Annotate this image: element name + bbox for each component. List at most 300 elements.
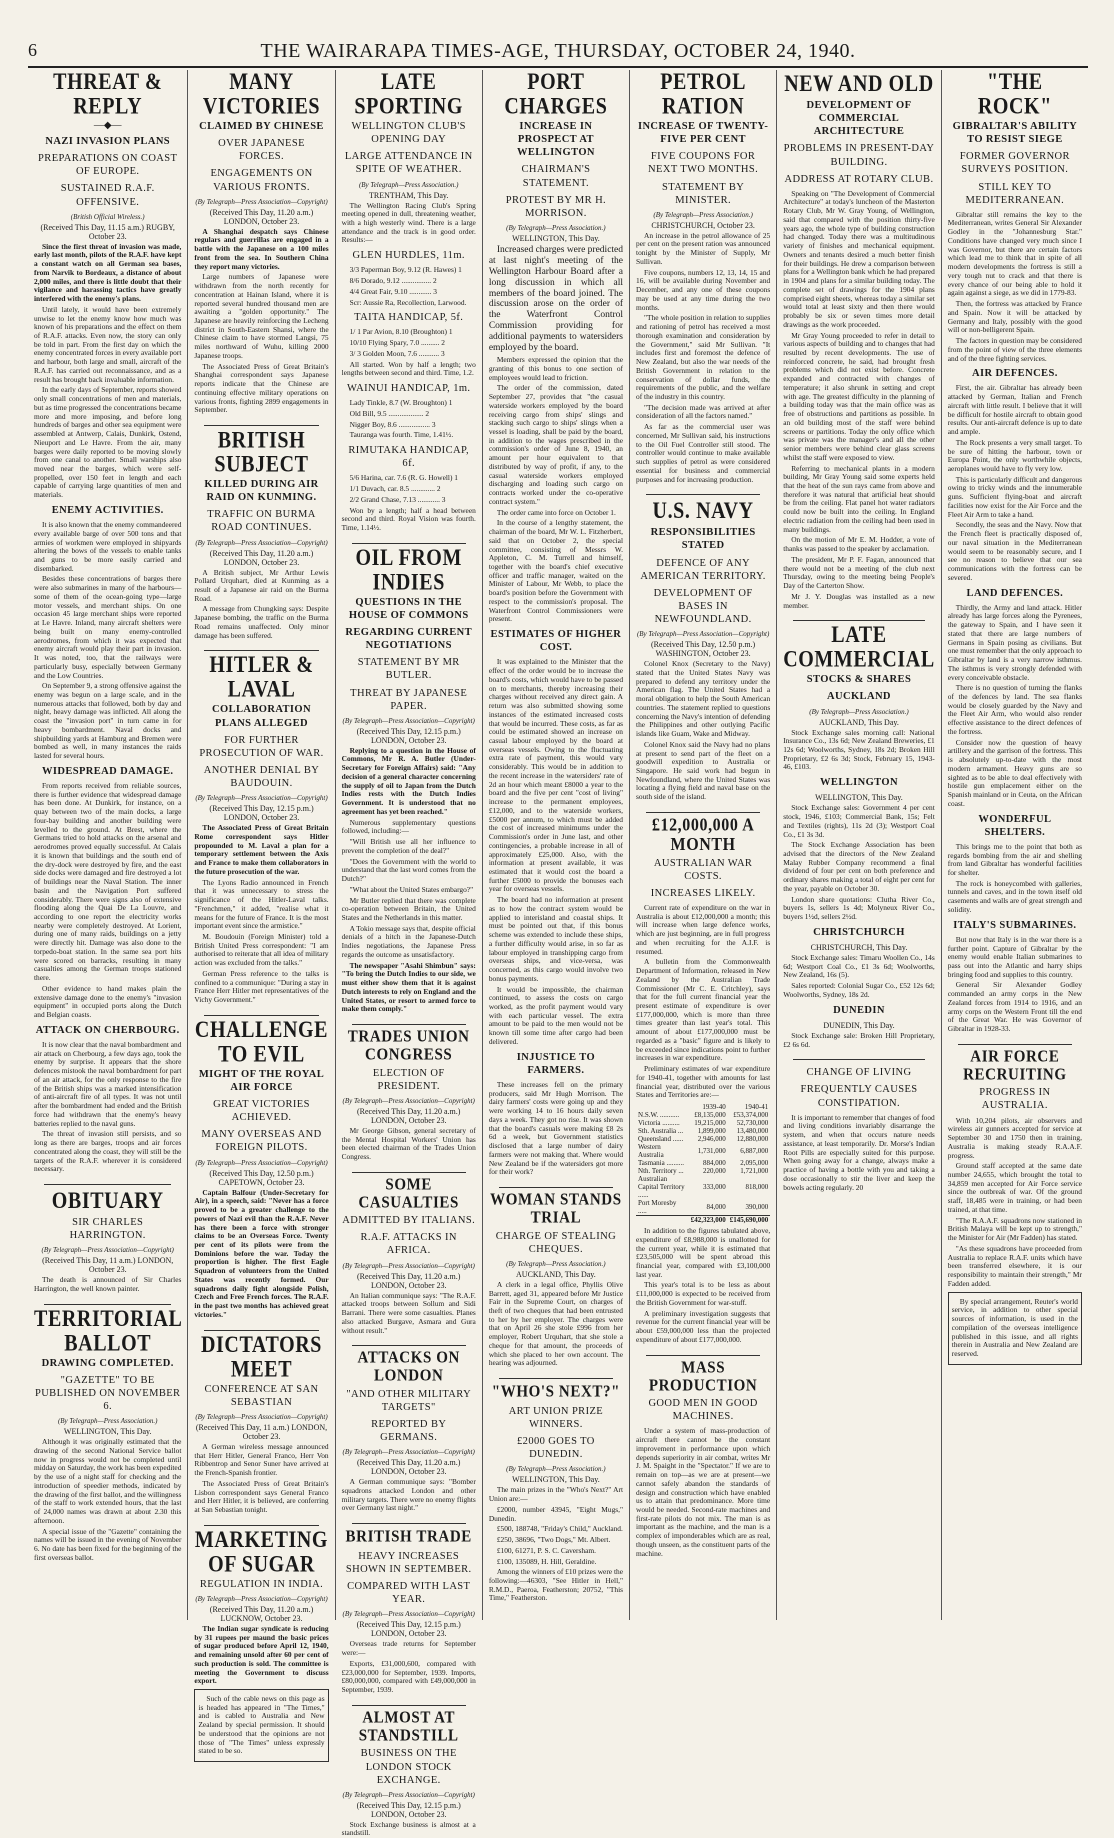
paragraph: There is no question of turning the flanks of the defences by land. The sea flanks would be closely guarded by the Navy and the Fleet Air Arm, who would also render effective assistance to the direct defences of the fortress. bbox=[947, 683, 1082, 736]
paragraph: A message from Chungking says: Despite Japanese bombing, the traffic on the Burma Road remains unaffected. Only minor damage has been suffered. bbox=[194, 604, 329, 640]
subheading: GIBRALTAR'S ABILITY TO RESIST SIEGE bbox=[952, 121, 1078, 146]
subheading: FIVE COUPONS FOR NEXT TWO MONTHS. bbox=[648, 151, 759, 176]
article-territorial-ballot bbox=[34, 1306, 183, 1563]
paragraph: Replying to a question in the House of Commons, Mr R. A. Butler (Under-Secretary for Foreign Affairs) said: "Any decision of a general character concerning the supply of oil to Japan from the Dutch Indies rests with the Dutch Indies Government. It is understood that no agreement has yet been reached." bbox=[341, 745, 476, 816]
paragraph: Among the winners of £10 prizes were the following:—46303, "See Hitler in Hell," R.M.D., Paeroa, Featherston; 20752, "This Time," Featherston. bbox=[488, 1567, 624, 1603]
credit-line: (By Telegraph—Press Association—Copyright) bbox=[636, 630, 770, 639]
race-note: Won by a length; half a head between second and third. Royal Vision was fourth. Time, 1.14½. bbox=[341, 505, 476, 533]
subheading: QUESTIONS IN THE HOUSE OF COMMONS bbox=[348, 596, 469, 621]
race-result: 4/4 Great Fair, 9.10 ............ 3 bbox=[349, 286, 437, 296]
table-row bbox=[636, 1127, 770, 1135]
table-row bbox=[636, 1119, 770, 1127]
paragraph: Increased charges were predicted at last night's meeting of the Wellington Harbour Board after a long discussion in which all members of the board joined. The discussion arose on the order of the Waterfront Control Commission providing for additional payments to watersiders employed by the board. bbox=[488, 244, 624, 354]
paragraph: It was explained to the Minister that the effect of the order would be to increase the board's costs, which would have to be passed on to merchants, thereby increasing their charges without received any direct gain. A return was also submitted showing some instances of the estimated increased costs that would be incurred. These costs, as far as could be estimated showed an increase on casual labour employed by the board at overseas vessels. Owing to the fluctuating extra rate of payment, this would vary considerably. This would be in addition to the recent increase in the watersiders' rate of 2d an hour which meant £8000 a year to the board and the five per cent "cost of living" increase to the permanent employees, £12,000, and to the waterside workers, £5000 per annum, to which must be added the cost of increased minimums under the Commission's order in June last, and other contingencies, a probable increase in all of approximately £25,000. Also, with the information at present available, it was estimated that it would cost the board a further £5000 to provide the bonuses each year for overseas vessels. bbox=[488, 657, 624, 894]
total-1940: £145,690,000 bbox=[729, 1216, 769, 1225]
paragraph: The factors in question may be considered from the point of view of the three elements and of the three fighting services. bbox=[947, 336, 1082, 363]
paragraph: £2000, number 43945, "Eight Mugs," Dunedin. bbox=[488, 1504, 624, 1523]
subheading: TRAFFIC ON BURMA ROAD CONTINUES. bbox=[207, 509, 316, 534]
article-threat-reply: THREAT & REPLY —◆— NAZI INVASION PLANS PREPARATIONS ON COAST OF EUROPE. SUSTAINED R.A.F. OFFENSIVE. (British Official Wireless.) (Received This Day, 11.15 a.m.) RUGBY, October 23. Since the first threat of invasion was made, early last month, pilots of the R.A.F. have kept a constant watch on all German sea bases, from Narvik to Bordeaux, a distance of about 2,000 miles, and there is little doubt that their vigilance and harassing tactics have greatly interfered with the enemy's plans. Until lately, it would have been extremely unwise to let the enemy know how much was known of his preparations and the effect on them of R.A.F. attacks. Even now, the story can only be told in part. From the first day on which the enemy concentrated forces in every available port and harbour, both large and small, aircraft of the R.A.F. has carried out reconnaissance, and as a result has brought back invaluable information. In the early days of September, reports showed only small concentrations of men and materials, but as time progressed the concentrations became more and more imposing, and before long hundreds of barges and other sea equipment were assembled at Antwerp, Calais, Dunkirk, Ostend, Nieuport and Le Havre. From the air, many barges were daily reported to be moving slowly from one canal to another. Small warships also moved near the barges, which were self-propelled, over 150 feet in length and each capable of carrying large quantities of men and materials. ENEMY ACTIVITIES. It is also known that the enemy commandeered every available barge of over 500 tons and that armies of workmen were employed in shipyards altering the bows of the vessels to enable tanks and guns to be more easily carried and disembarked. Besides these concentrations of barges there were also submarines in many of the harbours—some of them of the ocean-going type—large motor vessels, and merchant ships. On one occasion 45 large merchant ships were reported at Le Havre. Inland, many aircraft shelters were being built on many enemy-controlled aerodromes, from which it was expected that enemy aircraft would play their part in invasion. It was noted, too, that the railways were particularly busy, especially between Germany and the Low Countries. On September 9, a strong offensive against the enemy was begun on a large scale, and in the numerous attacks that followed, both by day and night, heavy damage was inflicted. All along the coast the "invasion port" in turn came in for heavy bombardment. Naval docks and shipbuilding yards at Hamburg and Bremen were bombed as well, in many instances the raids lasted for several hours. WIDESPREAD DAMAGE. From reports received from reliable sources, there is further evidence that widespread damage has been done. At Dunkirk, for instance, on a quay between two of the main docks, a large four-bay building and another building were levelled to the ground. At Brest, where the Germans tried to hold attacks on the arsenal and aerodromes proved equally successful. At Calais it is known that buildings and the south end of the dry-dock were destroyed by fire, and the east side docks were damaged and fire destroyed a lot of buildings near the Naval Station. The inner basin and the Navigation Port suffered considerably. There were signs also of extensive flooding along the Quai De La Louvre, and according to one report the electricity works nearby were completely destroyed. At Lorient, during one of many raids, buildings on a jetty were directly hit. Damage was also done to the torpedo-boat station. In the same sea port hits were scored on barracks, resulting in many casualties among the German troops stationed there. Other evidence to hand makes plain the extensive damage done to the enemy's "invasion equipment" in occupied ports along the Dutch and Belgian coasts. ATTACK ON CHERBOURG. It is now clear that the naval bombardment and air attack on Cherbourg, a few days ago, took the enemy by surprise. It appears that the shore defences mistook the naval bombardment for part of an air attack, for the only response to the fire of the British ships was a marked intensification of anti-aircraft fire of all types. It was not until after the bombardment had ended and the British force had withdrawn that the enemy's heavy batteries replied to the naval guns. The threat of invasion still persists, and so long as there are barges, troops and air forces concentrated along the coast, they will still be the targets of the R.A.F. wherever it is considered necessary. bbox=[34, 69, 182, 1174]
table-row bbox=[636, 1199, 770, 1216]
state-name: Western Australia bbox=[638, 1143, 664, 1160]
headline: "THE ROCK" bbox=[977, 69, 1052, 120]
article-change-of-living bbox=[783, 1066, 935, 1192]
value-1939: 84,000 bbox=[706, 1203, 726, 1212]
table-header-row bbox=[636, 1103, 770, 1111]
paragraph: Referring to mechanical plants in a modern building, Mr Gray Young said some experts held that the heat of the sun rays came from above and therefore it was natural that artificial heat should be from the ceiling. Flat panel hot water radiators could now be built into the ceiling. In England electric radiation from the ceiling had been used in many buildings. bbox=[783, 463, 935, 534]
article-late-commercial bbox=[783, 622, 935, 1049]
subheading: ELECTION OF PRESIDENT. bbox=[372, 1067, 445, 1092]
credit-line: (By Telegraph—Press Association—Copyright) bbox=[195, 1158, 328, 1167]
subheading: DRAWING COMPLETED. bbox=[41, 1357, 174, 1369]
divider bbox=[204, 425, 318, 426]
subheading: REPORTED BY GERMANS. bbox=[371, 1419, 447, 1444]
subheading: CHARGE OF STEALING CHEQUES. bbox=[495, 1230, 617, 1255]
paragraph: An increase in the petrol allowance of 25 per cent on the present ration was announced tonight by the Minister of Supply, Mr Sullivan. bbox=[636, 230, 771, 266]
subheading: ADDRESS AT ROTARY CLUB. bbox=[784, 173, 934, 185]
paragraph: In the early days of September, reports showed only small concentrations of men and materials, but as time progressed the concentrations became more and more imposing, and before long hundreds of barges and other sea equipment were assembled at Antwerp, Calais, Dunkirk, Ostend, Nieuport and Le Havre. From the air, many barges were daily reported to be moving slowly from one canal to another. Small warships also moved near the barges, which were self-propelled, over 150 feet in length and each capable of carrying large quantities of men and materials. bbox=[34, 385, 182, 500]
subheading: HEAVY INCREASES SHOWN IN SEPTEMBER. bbox=[345, 1550, 472, 1576]
section-heading: ITALY'S SUBMARINES. bbox=[953, 919, 1077, 931]
paragraph: A clerk in a legal office, Phyllis Olive Barrett, aged 31, appeared before Mr Justice Fair in the Supreme Court, on charges of theft of two cheques that had been entrusted to her by her employer. The charges were that on April 26 she stole £996 from her employer, Robert Urquhart, that she stole a cheque for that amount, the proceeds of which she placed to her own account. The hearing was adjourned. bbox=[488, 1279, 624, 1368]
paragraph: Ground staff accepted at the same date number 24,655, which brought the total to 34,859 men accepted for Air Force service since the outbreak of war. Of the ground staff, 18,485 were in training, or had been trained, at that time. bbox=[947, 1161, 1082, 1214]
paragraph: The rock is honeycombed with galleries, tunnels and caves, and in the town itself old casements and walls are of great strength and solidity. bbox=[947, 878, 1082, 914]
dateline: (Received This Day, 11.15 a.m.) RUGBY, October 23. bbox=[40, 222, 175, 241]
paragraph: A bulletin from the Commonwealth Department of Information, released in New Zealand by the Australian Trade Commissioner (Mr C. E. Critchley), says that for the full current financial year the present estimate of expenditure is over £177,000,000, which is more than three times greater than last year's total. This amount of about £177,000,000 must be regarded as a "basic" figure and is likely to be exceeded since indications point to further increases in war expenditure. bbox=[636, 957, 771, 1063]
dateline: (Received This Day, 12.15 p.m.) LONDON, October 23. bbox=[356, 726, 461, 745]
subheading: PREPARATIONS ON COAST OF EUROPE. bbox=[38, 153, 178, 178]
paragraph: Captain Balfour (Under-Secretary for Air), in a speech, said: "Never has a force proved to be a greater challenge to the powers of Nazi evil than the R.A.F. Never has there been a force with stronger claims to be an Overseas Force. Twenty per cent of its pilots were from the Dominions before the war. Today the proportion is higher. The first Eagle Squadron of volunteers from the United States was recently formed. Our squadrons daily fight alongside Polish, Czech and Free French forces. The R.A.F. in the past two months has achieved great victories." bbox=[194, 1187, 329, 1319]
dateline: DUNEDIN, This Day. bbox=[823, 1020, 895, 1030]
table-row bbox=[636, 1143, 770, 1159]
paragraph: Secondly, the seas and the Navy. Now that the French fleet is practically disposed of, our naval situation in the Mediterranean would seem to be reasonably secure, and I see no reason to believe that our sea communications with the fortress can be severed. bbox=[947, 520, 1082, 582]
copyright-note bbox=[194, 1689, 328, 1762]
headline: MASS PRODUCTION bbox=[648, 1358, 758, 1395]
divider bbox=[793, 620, 925, 621]
race-note: All started. Won by half a length; two lengths between second and third. Time, 1.2. bbox=[341, 359, 476, 378]
dateline: (Received This Day, 12.50 p.m.) CAPETOWN, October 23. bbox=[209, 1168, 314, 1187]
subheading: REGULATION IN INDIA. bbox=[199, 1578, 324, 1590]
divider bbox=[646, 812, 760, 813]
total-1939: £42,323,000 bbox=[690, 1216, 726, 1225]
paragraph: "Will British use all her influence to prevent the completion of the deal?" bbox=[341, 837, 476, 855]
paragraph: Colonel Knox said the Navy had no plans at present to send part of the fleet on a goodwill expedition to Australia or Singapore. He said work had begun in Newfoundland, where the United States was locating a flying field and naval base on the south side of the island. bbox=[636, 739, 771, 802]
state-name: Nth. Territory ... bbox=[638, 1167, 684, 1176]
subheading: ART UNION PRIZE WINNERS. bbox=[508, 1405, 604, 1430]
subheading: INCREASE OF TWENTY-FIVE PER CENT bbox=[637, 121, 769, 146]
divider bbox=[204, 1330, 318, 1331]
paragraph: It is also known that the enemy commandeered every available barge of over 500 tons and that armies of workmen were employed in shipyards altering the bows of the vessels to enable tanks and guns to be more easily carried and disembarked. bbox=[34, 520, 182, 573]
paragraph: Large numbers of Japanese were withdrawn from the north recently for concentration at Hainan Island, where it is reported several hundred thousand men are awaiting a "golden opportunity." The Japanese are heavily reinforcing the Lecheng district in South-Eastern Shansi, where the Chinese claim to have stormed Langsi, 75 miles northward of Wuhu, killing 2000 Japanese troops. bbox=[194, 272, 329, 360]
paragraph: Such of the cable news on this page as is headed has appeared in "The Times," and is cabled to Australia and New Zealand by special permission. It should be understood that the opinions are not those of "The Times" unless expressly stated to be so. bbox=[198, 1694, 325, 1756]
divider bbox=[793, 1059, 925, 1060]
paragraph: The Lyons Radio announced in French that it was unnecessary to stress the significance of the Hitler-Laval talks. "Frenchmen," it added, "realise what it means for the future of France. It is the most important event since the armistice." bbox=[194, 877, 329, 931]
race-note: Scr: Aussie Ra, Recollection, Larwood. bbox=[349, 297, 467, 307]
paragraph: £500, 188748, "Friday's Child," Auckland. bbox=[496, 1524, 623, 1534]
headline: DICTATORS MEET bbox=[201, 1332, 322, 1382]
divider bbox=[499, 1378, 613, 1379]
article-new-and-old bbox=[783, 71, 935, 610]
race-title: TAITA HANDICAP, 5f. bbox=[354, 312, 464, 324]
paragraph: A Shanghai despatch says Chinese regulars and guerrillas are engaged in a battle with the Japanese on a 100 miles front from the sea. In Southern China they report many victories. bbox=[194, 226, 329, 271]
paragraph: But now that Italy is in the war there is a further point. Capture of Gibraltar by the enemy would enable Italian submarines to pass out into the Atlantic and harry ships bringing food and supplies to this country. bbox=[947, 934, 1082, 979]
value-1939: £8,135,000 bbox=[694, 1111, 726, 1120]
subheading: COMPARED WITH LAST YEAR. bbox=[347, 1581, 471, 1606]
divider bbox=[958, 1044, 1072, 1045]
credit-line: (By Telegraph—Press Association.) bbox=[506, 1259, 606, 1268]
paragraph: £250, 38696, "Two Dogs," Mt. Albert. bbox=[496, 1535, 611, 1545]
subheading: SUSTAINED R.A.F. OFFENSIVE. bbox=[60, 183, 155, 208]
subheading: STOCKS & SHARES bbox=[806, 674, 912, 686]
state-name: Victoria .......... bbox=[638, 1119, 680, 1128]
subheading: STILL KEY TO MEDITERRANEAN. bbox=[965, 181, 1065, 206]
article-marketing-of-sugar bbox=[194, 1527, 329, 1762]
paragraph: London share quotations: Clutha River Co., buyers 1s, sellers 1s 4d; Molyneux River Co., buyers 1½d, sellers 2½d. bbox=[783, 894, 935, 922]
article-many-victories bbox=[194, 69, 329, 415]
column-2 bbox=[187, 69, 334, 1756]
article-mass-production bbox=[636, 1358, 771, 1559]
article-air-force-recruiting bbox=[947, 1047, 1082, 1365]
paragraph: The president, Mr P. F. Fagan, announced that there would not be a meeting of the club next Thursday, owing to the meeting being People's Day of the Carterton Show. bbox=[783, 554, 935, 591]
subheading: MIGHT OF THE ROYAL AIR FORCE bbox=[198, 1068, 325, 1093]
headline: PETROL RATION bbox=[660, 69, 747, 120]
paragraph: This year's total is to be less as about £11,000,000 is expected to be received from the British Government for war-stuff. bbox=[636, 1280, 771, 1307]
paragraph: Other evidence to hand makes plain the extensive damage done to the enemy's "invasion equipment" in occupied ports along the Dutch and Belgian coasts. bbox=[34, 983, 182, 1020]
paragraph: The Stock Exchange Association has been advised that the directors of the New Zealand Malay Rubber Company recommend a final dividend of four per cent on both preference and ordinary shares making a total of eight per cent for the year, payable on October 30. bbox=[783, 840, 935, 893]
paragraph: Sales reported: Colonial Sugar Co., £52 12s 6d; Woolworths, Sydney, 18s 2d. bbox=[783, 981, 935, 999]
paragraph: The Indian sugar syndicate is reducing by 31 rupees per maund the basic prices of sugar produced before April 12, 1940, and remaining unsold after 60 per cent of such production is sold. The committee is meeting the Government to discuss export. bbox=[194, 1623, 329, 1686]
paragraph: The threat of invasion still persists, and so long as there are barges, troops and air forces concentrated along the coast, they will still be the targets of the R.A.F. wherever it is considered necessary. bbox=[34, 1129, 182, 1174]
dateline: AUCKLAND, This Day. bbox=[819, 717, 899, 727]
paragraph: Although it was originally estimated that the drawing of the second National Service ballot now in progress would not be completed until midday on Saturday, the work has been expedited by the use of a night staff for checking and the introduction of speedier methods, indicated by the drawing of the first ballot, and the willingness of the staff to work extended hours, that the last of 24,000 names was drawn at about 2.30 this afternoon. bbox=[34, 1437, 182, 1525]
headline: U.S. NAVY bbox=[652, 498, 754, 524]
column-header: 1939-40 bbox=[702, 1103, 726, 1112]
paragraph: "The whole position in relation to supplies and rationing of petrol has received a most thorough examination and consideration by the Government," said Mr Sullivan. "It includes first and foremost the defence of New Zealand, but also the war needs of the British Government in relation to the conservation of dollar funds, the requirements of the public, and the welfare of the industry in this country. bbox=[636, 313, 771, 401]
credit-line: (By Telegraph—Press Association—Copyright) bbox=[195, 794, 328, 803]
paragraph: This brings me to the point that both as regards bombing from the air and shelling from land Gibraltar has wonderful facilities for shelter. bbox=[947, 841, 1082, 877]
section-heading: WIDESPREAD DAMAGE. bbox=[41, 765, 174, 777]
paragraph: It would be impossible, the chairman continued, to assess the costs on cargo worked, as the profit payment would vary with each particular vessel. The extra amount to be paid to the men would not be known till some time after cargo had been delivered. bbox=[488, 984, 624, 1046]
paragraph: A British subject, Mr Arthur Lewis Pollard Urquhart, died at Kunming as a result of a Japanese air raid on the Burma Road. bbox=[194, 567, 329, 603]
value-1940: 6,887,000 bbox=[740, 1147, 769, 1156]
dateline: (Received This Day, 11.20 a.m.) LONDON, October 23. bbox=[209, 207, 314, 226]
masthead bbox=[28, 36, 1088, 68]
paragraph: The death is announced of Sir Charles Harrington, the well known painter. bbox=[34, 1275, 182, 1293]
state-name: Sth. Australia ... bbox=[638, 1127, 684, 1136]
subheading: PROGRESS IN AUSTRALIA. bbox=[979, 1087, 1051, 1112]
subheading: THREAT BY JAPANESE PAPER. bbox=[350, 687, 468, 712]
article-whos-next bbox=[488, 1382, 624, 1603]
divider bbox=[646, 494, 760, 495]
headline: CHALLENGE TO EVIL bbox=[194, 1017, 329, 1068]
credit-line: (By Telegraph—Press Association—Copyright) bbox=[195, 538, 328, 547]
subheading: CLAIMED BY CHINESE bbox=[199, 121, 324, 132]
dateline: WELLINGTON, This Day. bbox=[512, 1475, 600, 1485]
value-1940: 13,480,000 bbox=[736, 1127, 769, 1136]
columns bbox=[28, 69, 1088, 1838]
paragraph: In addition to the figures tabulated above, expenditure of £8,988,000 is unallotted for the current year, while it is estimated that £23,505,000 will be spent abroad this financial year, compared with £3,100,000 last year. bbox=[636, 1226, 771, 1279]
subheading: DEVELOPMENT OF COMMERCIAL ARCHITECTURE bbox=[806, 100, 912, 138]
headline: MARKETING OF SUGAR bbox=[194, 1527, 329, 1577]
race-result: 2/2 Grand Chase, 7.13 ............ 3 bbox=[349, 494, 446, 504]
credit-line: (By Telegraph—Press Association—Copyright) bbox=[342, 1448, 475, 1457]
subheading: CHRISTCHURCH bbox=[813, 926, 905, 938]
page-number: 6 bbox=[28, 40, 38, 60]
value-1939: 220,000 bbox=[702, 1167, 726, 1176]
subheading: PROBLEMS IN PRESENT-DAY BUILDING. bbox=[783, 143, 935, 168]
subheading: GREAT VICTORIES ACHIEVED. bbox=[213, 1099, 310, 1124]
subheading: AUSTRALIAN WAR COSTS. bbox=[653, 857, 753, 882]
paragraph: German Press reference to the talks is confined to a communique: "During a stay in France Herr Hitler met representatives of the Vichy Government." bbox=[194, 968, 329, 1005]
section-heading: AIR DEFENCES. bbox=[972, 368, 1058, 380]
headline: SOME CASUALTIES bbox=[358, 1175, 459, 1212]
paragraph: These increases fell on the primary producers, said Mr Hugh Morrison. The dairy farmers' costs were going up and they were working 14 to 16 hours daily seven days a week. They got no rise. It was shown that the board's casuals were making £8 2s 6d a week, but Government statistics disclosed that a large number of dairy farmers were not making that. Where would New Zealand be if the watersiders got more for their work? bbox=[488, 1079, 624, 1177]
divider bbox=[44, 1184, 171, 1185]
divider bbox=[646, 1355, 760, 1356]
subheading: REGARDING CURRENT NEGOTIATIONS bbox=[345, 627, 473, 652]
headline: AIR FORCE RECRUITING bbox=[963, 1047, 1067, 1084]
value-1939: 19,215,000 bbox=[694, 1119, 726, 1128]
paragraph: General Sir Alexander Godley commanded an army corps in the New Zealand forces from 1914 to 1916, and an army corps on the Western Front till the end of the Great War. He was Governor of Gibraltar in 1928-33. bbox=[947, 980, 1082, 1034]
article-challenge-to-evil bbox=[194, 1017, 329, 1320]
paragraph: Consider now the question of heavy artillery and the garrison of the fortress. This is absolutely up-to-date with the most modern armament. Heavy guns are so sighted as to be able to deal effectively with hostile gun emplacement either on the Spanish mainland or in Ceuta, on the African coast. bbox=[947, 737, 1082, 808]
headline: ATTACKS ON LONDON bbox=[357, 1348, 460, 1386]
section-heading: WONDERFUL SHELTERS. bbox=[978, 813, 1052, 838]
credit-line: (British Official Wireless.) bbox=[70, 212, 145, 221]
subheading: INCREASE IN PROSPECT AT WELLINGTON bbox=[516, 121, 595, 159]
credit-line: (By Telegraph—Press Association.) bbox=[506, 1465, 606, 1474]
paragraph: The Rock presents a very small target. To be sure of hitting the harbour, town or Europa Point, the only worthwhile objects, aeroplanes would have to fly very low. bbox=[947, 437, 1082, 473]
paragraph: On the motion of Mr E. M. Hodder, a vote of thanks was passed to the speaker by acclamation. bbox=[783, 535, 935, 554]
subheading: FORMER GOVERNOR SURVEYS POSITION. bbox=[959, 151, 1070, 176]
subheading: WELLINGTON CLUB'S OPENING DAY bbox=[351, 121, 466, 146]
paragraph: Preliminary estimates of war expenditure for 1940-41, together with amounts for last financial year, distributed over the various States and Territories are:— bbox=[636, 1064, 771, 1100]
table-row bbox=[636, 1159, 770, 1167]
subheading: NAZI INVASION PLANS bbox=[45, 136, 171, 147]
paragraph: "As these squadrons have proceeded from Australia to replace R.A.F. units which have been transferred elsewhere, it is our responsibility to maintain their strength," Mr Fadden added. bbox=[947, 1243, 1082, 1288]
newspaper-title: THE WAIRARAPA TIMES-AGE, THURSDAY, OCTOBER 24, 1940. bbox=[260, 40, 856, 62]
paragraph: Mr J. Y. Douglas was installed as a new member. bbox=[783, 591, 935, 610]
paragraph: £100, 61271, P. S. C. Caversham. bbox=[496, 1545, 596, 1555]
race-result: Lady Tinkle, 8.7 (W. Broughton) 1 bbox=[349, 398, 453, 408]
paragraph: An Italian communique says: "The R.A.F. attacked troops between Sollum and Sidi Barrani. There were some casualties. Planes also attacked Burgave, Asmara and Gura without result." bbox=[341, 1290, 476, 1335]
subheading: DEVELOPMENT OF BASES IN NEWFOUNDLAND. bbox=[653, 587, 753, 626]
credit-line: (By Telegraph—Press Association—Copyright) bbox=[342, 1790, 475, 1799]
divider bbox=[352, 543, 466, 544]
paragraph: Exports, £31,000,600, compared with £23,000,000 for September, 1939. Imports, £80,000,000, compared with £49,000,000 in September, 1939. bbox=[341, 1658, 476, 1695]
column-4 bbox=[482, 70, 629, 1620]
headline: PORT CHARGES bbox=[504, 69, 608, 120]
column-1 bbox=[28, 70, 187, 1620]
dateline: WELLINGTON, This Day. bbox=[512, 233, 600, 243]
subheading: ENGAGEMENTS ON VARIOUS FRONTS. bbox=[210, 168, 313, 193]
article-the-rock bbox=[947, 69, 1082, 1034]
paragraph: Numerous supplementary questions followed, including:— bbox=[341, 817, 476, 836]
headline: OBITUARY bbox=[51, 1188, 164, 1214]
dateline: (Received This Day, 11.20 a.m.) LONDON, October 23. bbox=[356, 1106, 461, 1125]
credit-line: (By Telegraph—Press Association—Copyright) bbox=[195, 1412, 328, 1421]
paragraph: Besides these concentrations of barges there were also submarines in many of the harbours—some of them of the ocean-going type—large motor vessels, and merchant ships. On one occasion 45 large merchant ships were reported at Le Havre. Inland, many aircraft shelters were being built on many enemy-controlled aerodromes, from which it was expected that enemy aircraft would play their part in invasion. It was noted, too, that the railways were particularly busy, especially between Germany and the Low Countries. bbox=[34, 574, 182, 680]
table-row bbox=[636, 1111, 770, 1119]
credit-line: (By Telegraph—Press Association.) bbox=[358, 180, 459, 189]
subheading: STATEMENT BY MINISTER. bbox=[662, 181, 745, 206]
headline: ALMOST AT STANDSTILL bbox=[358, 1708, 459, 1745]
dateline: (Received This Day, 12.50 p.m.) WASHINGTON, October 23. bbox=[651, 640, 756, 659]
paragraph: A Tokio message says that, despite official denials of a hitch in the Japanese-Dutch Indies negotiations, the Japanese Press regards the outcome as unsatisfactory. bbox=[341, 923, 476, 959]
divider bbox=[499, 1187, 613, 1188]
headline: TRADES UNION CONGRESS bbox=[347, 1027, 470, 1065]
subheading: DEFENCE OF ANY AMERICAN TERRITORY. bbox=[640, 557, 766, 582]
paragraph: Since the first threat of invasion was made, early last month, pilots of the R.A.F. have kept a constant watch on all German sea bases, from Narvik to Bordeaux, a distance of about 2,000 miles, and there is little doubt that their vigilance and harassing tactics have greatly interfered with the enemy's plans. bbox=[34, 241, 182, 304]
dateline: (Received This Day, 11.20 a.m.) LONDON, October 23. bbox=[356, 1271, 461, 1290]
reuters-note bbox=[948, 1292, 1082, 1365]
credit-line: (By Telegraph—Press Association—Copyright) bbox=[342, 716, 475, 725]
race-result: 1/ 1 Par Avion, 8.10 (Broughton) 1 bbox=[349, 327, 453, 337]
article-port-charges bbox=[488, 69, 624, 1177]
race-result: Nigger Boy, 8.6 ................. 3 bbox=[349, 419, 436, 429]
value-1940: 1,721,000 bbox=[740, 1167, 769, 1176]
dateline: CHRISTCHURCH, This Day. bbox=[810, 942, 908, 952]
subheading: DUNEDIN bbox=[833, 1004, 885, 1016]
value-1940: £53,374,000 bbox=[733, 1111, 769, 1120]
paragraph: A German communique says: "Bomber squadrons attacked London and other military targets. There were no enemy flights over Germany last night." bbox=[341, 1477, 476, 1513]
paragraph: The order of the commission, dated September 27, provides that "the casual waterside workers employed by the board receiving cargo from ships' slings and stacking such cargo to ships' slings when a vessel is loading, shall be paid by the board, in addition to the wages prescribed in the commission's order of June 8, 1940, an amount per hour equivalent to that distributed by way of profit, if any, to the casual waterside workers employed discharging and loading such cargo on contracts worked under the co-operative contract system." bbox=[488, 383, 624, 506]
paragraph: The Associated Press of Great Britain Rome correspondent says Hitler propounded to M. Laval a plan for a temporary settlement between the Axis and France to make them collaborators in the future prosecution of the war. bbox=[194, 823, 329, 876]
paragraph: M. Boudouin (Foreign Minister) told a British United Press correspondent: "I am authorised to reiterate that all idea of military action was excluded from the talks." bbox=[194, 931, 329, 968]
value-1940: 2,095,000 bbox=[740, 1159, 769, 1168]
state-name: Australian Capital Territory ...... bbox=[638, 1175, 685, 1200]
value-1939: 2,946,000 bbox=[697, 1135, 726, 1144]
paragraph: Stock Exchange sale: Broken Hill Proprietary, £2 6s 6d. bbox=[783, 1030, 935, 1049]
dateline: (Received This Day, 12.15 p.m.) LONDON, October 23. bbox=[209, 804, 314, 823]
subheading: PROTEST BY MR H. MORRISON. bbox=[505, 194, 607, 219]
dateline: (Received This Day, 11.20 a.m.) LONDON, October 23. bbox=[356, 1458, 461, 1477]
paragraph: A German wireless message announced that Herr Hitler, General Franco, Herr Von Ribbentrop and Senor Suner have arrived at the French-Spanish frontier. bbox=[194, 1441, 329, 1478]
paragraph: Stock Exchange sales morning call: National Insurance Co., 13s 6d; New Zealand Breweries, £1 12s 6d; Woolworths, Sydney, 18s 2d; Broken Hill Proprietary, £2 6s 3d; Stock, February 15, 1943-46, £103. bbox=[783, 727, 935, 772]
subheading: GOOD MEN IN GOOD MACHINES. bbox=[648, 1398, 758, 1423]
section-heading: LAND DEFENCES. bbox=[966, 587, 1064, 599]
column-3 bbox=[335, 69, 482, 1838]
credit-line: (By Telegraph—Press Association—Copyright) bbox=[195, 1594, 328, 1603]
credit-line: (By Telegraph—Press Association.) bbox=[653, 210, 753, 219]
value-1940: 12,880,000 bbox=[736, 1135, 769, 1144]
paragraph: It is important to remember that changes of food and living conditions invariably disarrange the system, and when that occurs nature needs assistance, at least temporarily. Dr. Morse's Indian Root Pills are especially suited for this purpose. When going away for a change, always make a practice of having a bottle with you and taking a dose occasionally to stir the liver and keep the bowels acting regularly. 20 bbox=[783, 1112, 935, 1192]
paragraph: In the course of a lengthy statement, the chairman of the board, Mr W. L. Fitzherbert, said that on October 2, the special committee, consisting of Messrs W. Appleton, C. M. Turrell and himself, together with the board's chief executive officer and traffic manager, waited on the Minister of Labour, Mr Webb, to place the board's position before the Government with respect to the commission's proposal. The Waterfront Control Commissioners were present. bbox=[488, 518, 624, 624]
paragraph: With 10,204 pilots, air observers and wireless air gunners accepted for service at September 30 and 1750 then in training, Australia is making steady R.A.A.F. progress. bbox=[947, 1115, 1082, 1160]
value-1940: 818,000 bbox=[745, 1183, 769, 1192]
credit-line: (By Telegraph—Press Association—Copyright) bbox=[342, 1610, 475, 1619]
divider bbox=[204, 650, 318, 651]
table-row bbox=[636, 1135, 770, 1143]
race-result: 8/6 Dorado, 9.12 ................ 2 bbox=[349, 276, 437, 286]
paragraph: "What about the United States embargo?" bbox=[349, 884, 474, 894]
paragraph: "The R.A.A.F. squadrons now stationed in British Malaya will be kept up to strength," the Minister for Air (Mr Fadden) has stated. bbox=[947, 1215, 1082, 1243]
credit-line: (By Telegraph—Press Association—Copyright) bbox=[195, 197, 328, 206]
divider bbox=[352, 1345, 466, 1346]
paragraph: A special issue of the "Gazette" containing the names will be issued in the evening of November 6. No date has been fixed for the beginning of the first overseas ballot. bbox=[34, 1526, 182, 1562]
paragraph: Overseas trade returns for September were:— bbox=[341, 1639, 476, 1658]
credit-line: (By Telegraph—Press Association.) bbox=[57, 1417, 158, 1426]
state-name: Queensland ...... bbox=[638, 1135, 684, 1144]
paragraph: Thirdly, the Army and land attack. Hitler already has large forces along the Pyrenees, the gateway to Spain, and I have seen it stated that there are large numbers of Germans in Spain posing as civilians. But one must remember that the only approach to Gibraltar by land is a very narrow isthmus. The isthmus is very strongly defended with every conceivable obstacle. bbox=[947, 602, 1082, 682]
subheading: ADMITTED BY ITALIANS. bbox=[342, 1215, 476, 1227]
table-row bbox=[636, 1167, 770, 1175]
article-oil-from-indies bbox=[341, 545, 476, 1014]
dateline: TRENTHAM, This Day. bbox=[369, 190, 449, 200]
section-heading: ENEMY ACTIVITIES. bbox=[51, 504, 164, 516]
subheading: "AND OTHER MILITARY TARGETS" bbox=[346, 1388, 472, 1413]
column-7 bbox=[941, 70, 1088, 1620]
article-woman-stands-trial bbox=[488, 1190, 624, 1368]
column-5 bbox=[629, 70, 776, 1620]
subheading: FOR FURTHER PROSECUTION OF WAR. bbox=[199, 734, 324, 759]
paragraph: Stock Exchange business is almost at a standstill. bbox=[341, 1819, 476, 1838]
headline: TERRITORIAL BALLOT bbox=[34, 1306, 183, 1356]
paragraph: On September 9, a strong offensive against the enemy was begun on a large scale, and in the numerous attacks that followed, both by day and night, heavy damage was inflicted. All along the coast the "invasion port" in turn came in for heavy bombardment. Naval docks and shipbuilding yards at Hamburg and Bremen were bombed as well, in many instances the raids lasted for several hours. bbox=[34, 681, 182, 761]
column-6 bbox=[776, 70, 941, 1620]
dateline: AUCKLAND, This Day. bbox=[516, 1269, 596, 1279]
divider bbox=[352, 1172, 466, 1173]
paragraph: The board had no information at present as to how the contract system would be applied to interisland and coastal ships. It must be pointed out that, if this bonus scheme was extended to include these ships, a further difficulty would arise, in so far as labour employed in transhipping cargo from overseas ships, and vice-versa, was concerned, as this cargo would involve two bonus payments. bbox=[488, 895, 624, 983]
race-result: 10/10 Flying Spary, 7.0 .......... 2 bbox=[349, 338, 446, 348]
column-header: 1940-41 bbox=[744, 1103, 769, 1112]
race-title: RIMUTAKA HANDICAP, 6f. bbox=[348, 445, 470, 470]
divider bbox=[352, 1024, 466, 1025]
headline: "WHO'S NEXT?" bbox=[491, 1382, 621, 1402]
subheading: MANY OVERSEAS AND FOREIGN PILOTS. bbox=[201, 1129, 322, 1154]
paragraph: Mr George Gibson, general secretary of the Mental Hospital Workers' Union has been elected chairman of the Trades Union Congress. bbox=[341, 1125, 476, 1161]
section-heading: ESTIMATES OF HIGHER COST. bbox=[490, 629, 622, 654]
subheading: KILLED DURING AIR RAID ON KUNMING. bbox=[204, 479, 319, 504]
paragraph: This is particularly difficult and dangerous owing to tricky winds and the innumerable guns. Sufficient flying-boat and aircraft facilities now exist for the Air Force and the Fleet Air Arm to take a hand. bbox=[947, 474, 1082, 519]
value-1939: 1,731,000 bbox=[697, 1147, 726, 1156]
dateline: (Received This Day, 11.20 a.m.) LONDON, October 23. bbox=[209, 548, 314, 567]
state-name: N.S.W. ........... bbox=[638, 1111, 680, 1120]
divider bbox=[352, 1705, 466, 1706]
dateline: CHRISTCHURCH, October 23. bbox=[651, 220, 755, 230]
article-british-subject bbox=[194, 427, 329, 640]
headline: MANY VICTORIES bbox=[202, 69, 321, 120]
credit-line: (By Telegraph—Press Association.) bbox=[809, 707, 909, 716]
subheading: R.A.F. ATTACKS IN AFRICA. bbox=[360, 1232, 457, 1257]
subheading: CONFERENCE AT SAN SEBASTIAN bbox=[204, 1383, 319, 1408]
subheading: CHAIRMAN'S STATEMENT. bbox=[521, 164, 591, 189]
paragraph: The Wellington Racing Club's Spring meeting opened in dull, threatening weather, with a high westerly wind. There is a large attendance and the track is in good order. Results:— bbox=[341, 200, 476, 245]
divider bbox=[44, 1304, 171, 1305]
article-dictators-meet bbox=[194, 1332, 329, 1515]
paragraph: Mr Butler replied that there was complete co-operation between Britain, the United States and the Netherlands in this matter. bbox=[341, 895, 476, 922]
race-result: 3/ 3 Golden Moon, 7.6 ........... 3 bbox=[349, 348, 445, 358]
paragraph: By special arrangement, Reuter's world service, in addition to other special sources of information, is used in the compilation of the overseas intelligence published in this issue, and all rights therein in Australia and New Zealand are reserved. bbox=[951, 1296, 1078, 1358]
subheading: RESPONSIBILITIES STATED bbox=[650, 527, 756, 552]
paragraph: The Associated Press of Great Britain's Shanghai correspondent says Japanese reports indicate that the Chinese are continuing effective military operations on various fronts, fighting 2899 engagements in September. bbox=[194, 361, 329, 415]
paragraph: Then, the fortress was attacked by France and Spain. Now it will be attacked by Germany and Italy, possibly with the good will or non-belligerent Spain. bbox=[947, 299, 1082, 335]
divider bbox=[204, 1525, 318, 1526]
paragraph: It is now clear that the naval bombardment and air attack on Cherbourg, a few days ago, took the enemy by surprise. It appears that the shore defences mistook the naval bombardment for part of an air attack, for the only response to the fire of the British ships was a marked intensification of anti-aircraft fire of all types. It was not until after the bombardment had ended and the British force had withdrawn that the enemy's heavy batteries replied to the naval guns. bbox=[34, 1039, 182, 1128]
subheading: OVER JAPANESE FORCES. bbox=[218, 138, 305, 163]
subheading: £2000 GOES TO DUNEDIN. bbox=[517, 1436, 595, 1461]
paragraph: The Associated Press of Great Britain's Lisbon correspondent says General Franco and Herr Hitler, it is believed, are conferring at San Sebastian tonight. bbox=[194, 1478, 329, 1515]
value-1939: 333,000 bbox=[702, 1183, 726, 1192]
paragraph: Under a system of mass-production of aircraft there cannot be the constant improvement in performance upon which depends superiority in air combat, writes Mr J. M. Spaight in the "Spectator." If we are to remain on top—as we are at present—we cannot safely abandon the standards of design and construction which have enabled us to attain that predominance. More time would be needed. Second-rate machines and first-rate pilots do not mix. The man is as important as the machine, and the man is a complex of imponderables which are as real, though unseen, as the constituent parts of the machine. bbox=[636, 1426, 771, 1558]
value-1940: 390,000 bbox=[745, 1203, 769, 1212]
dateline: WELLINGTON, This Day. bbox=[63, 1427, 152, 1437]
article-us-navy bbox=[636, 498, 771, 802]
paragraph: Members expressed the opinion that the granting of this bonus to one section of employees would lead to friction. bbox=[488, 355, 624, 382]
paragraph: Colonel Knox (Secretary to the Navy) stated that the United States Navy was prepared to defend any territory under the American flag. The United States had a moral obligation to help the South American countries. The statement replied to questions concerning the Navy's intention of defending the Philippines and other outlying Pacific islands like Guam, Wake and Midway. bbox=[636, 659, 771, 739]
paragraph: The main prizes in the "Who's Next?" Art Union are:— bbox=[488, 1485, 624, 1504]
subheading: COLLABORATION PLANS ALLEGED bbox=[212, 704, 311, 729]
subheading: CHANGE OF LIVING bbox=[806, 1067, 912, 1079]
